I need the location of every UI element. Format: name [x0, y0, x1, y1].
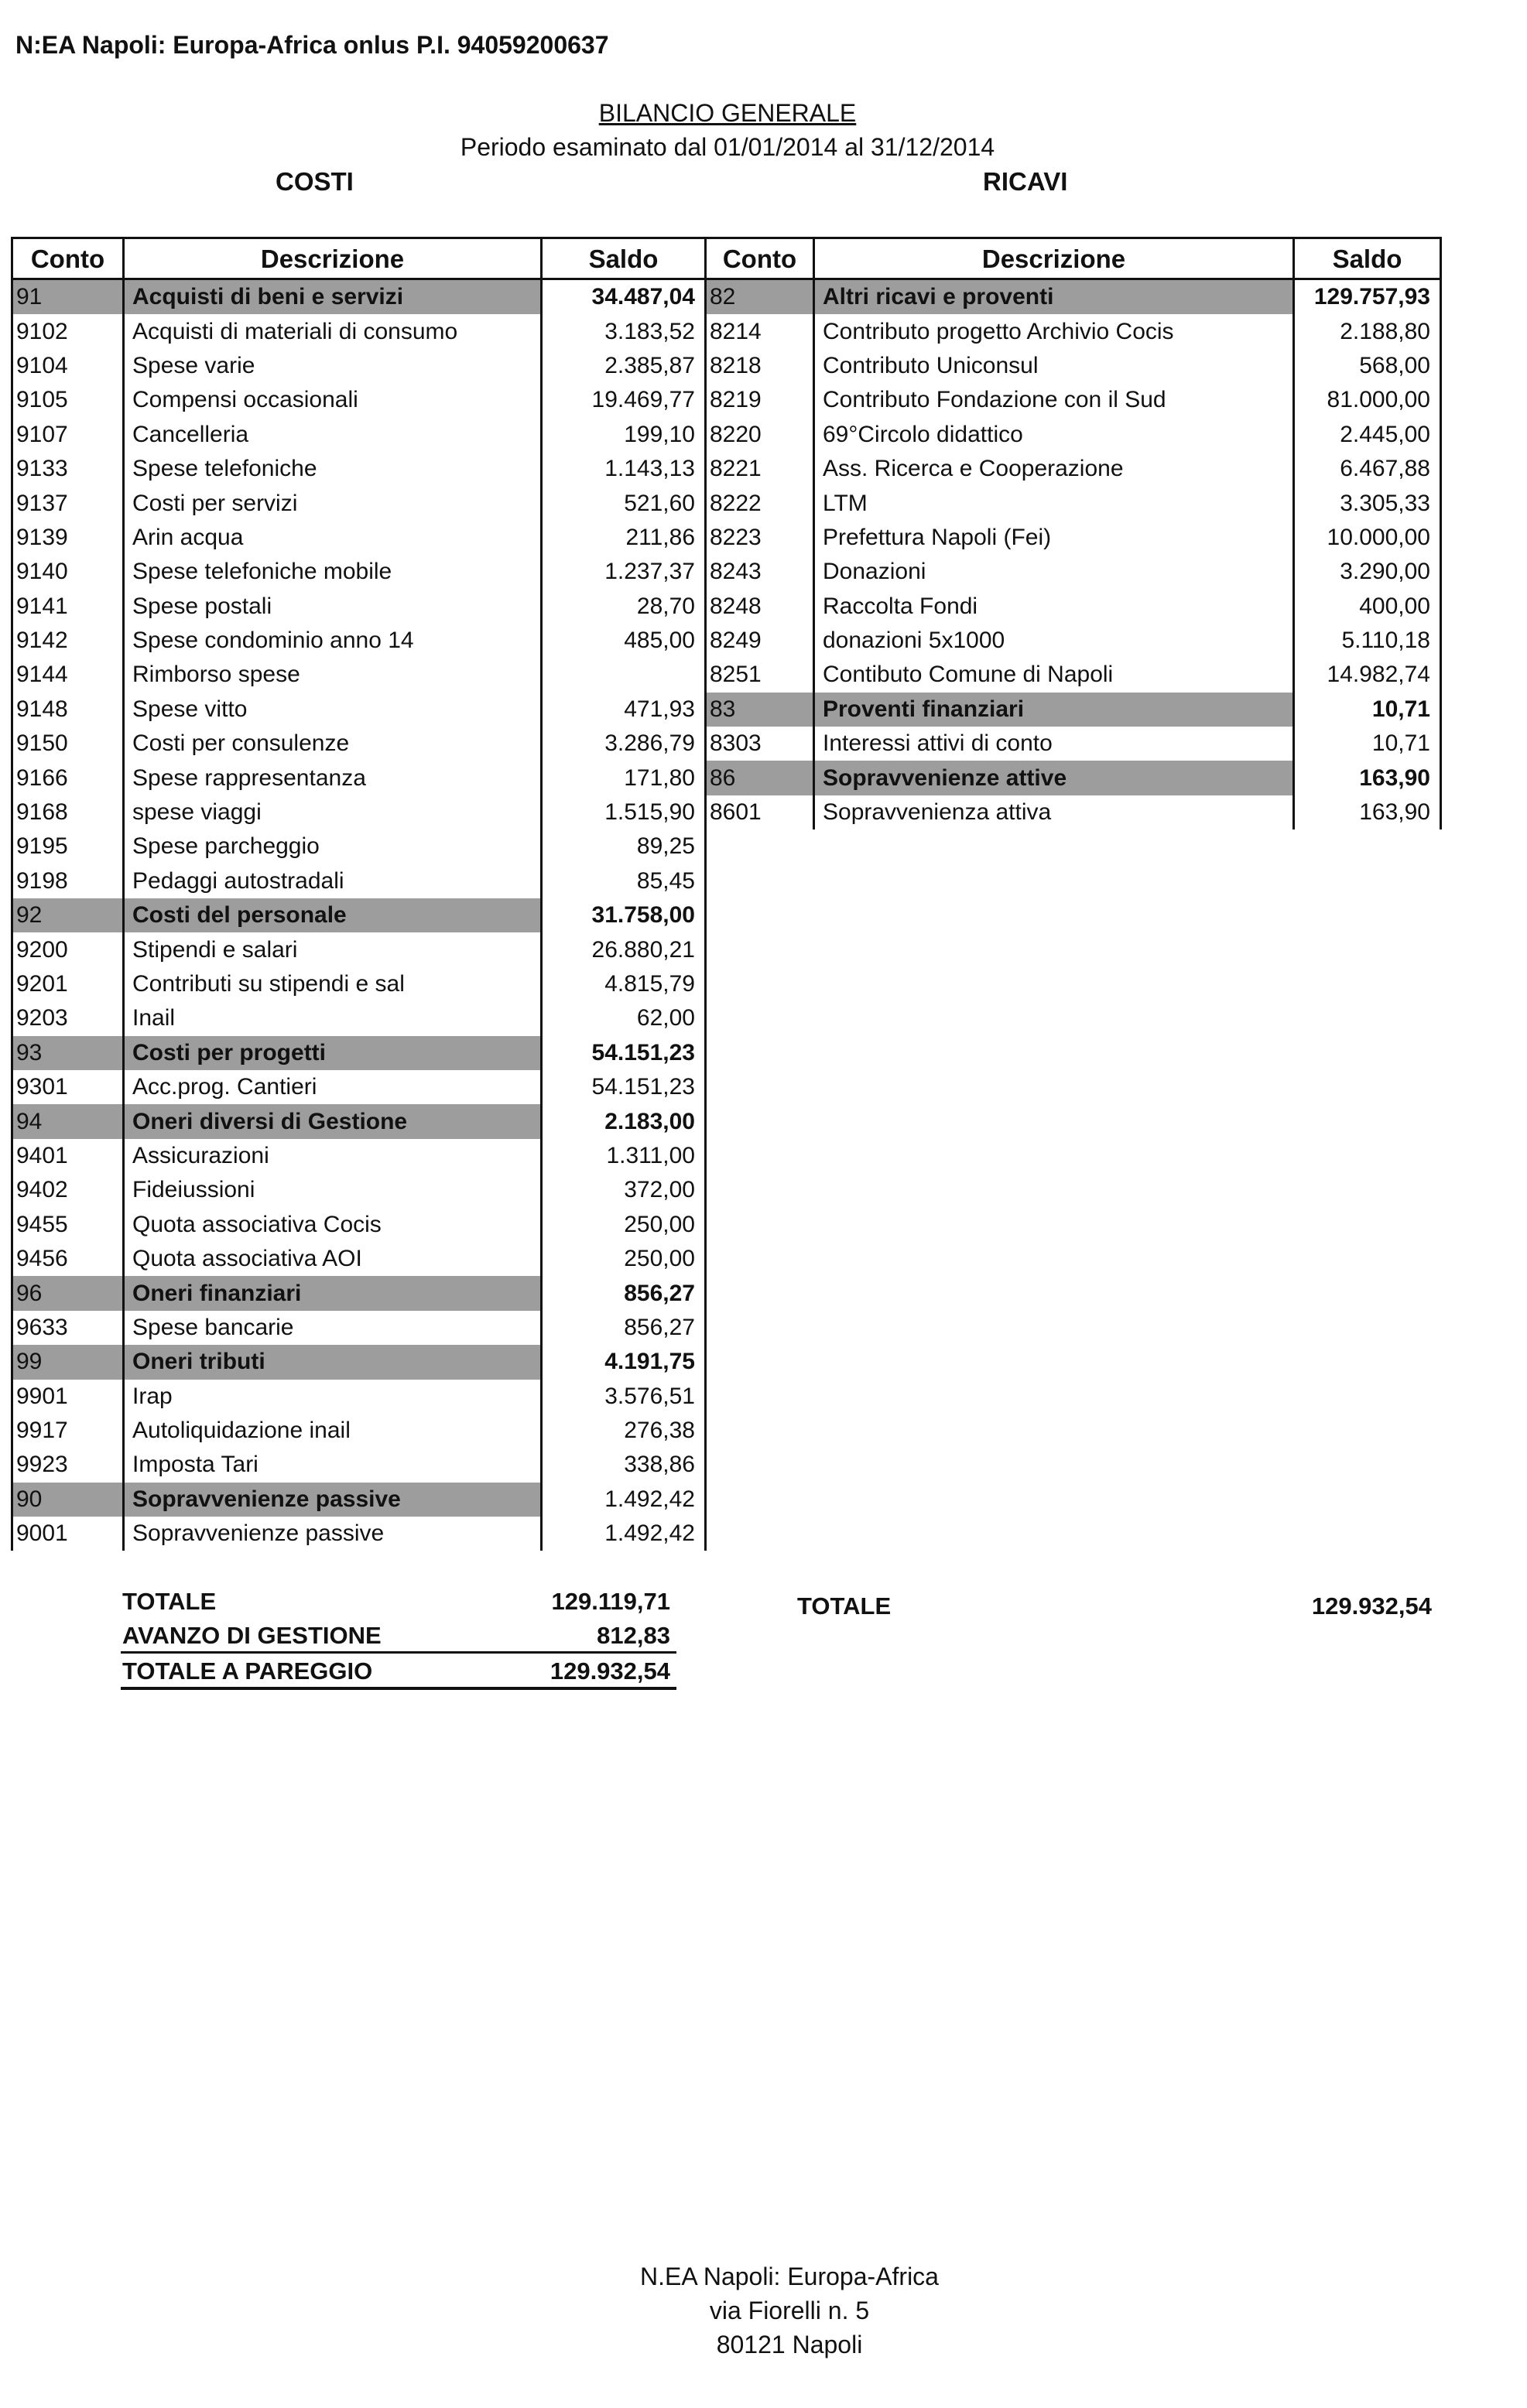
ricavi-desc	[814, 1104, 1294, 1138]
costi-code: 92	[12, 898, 124, 932]
ricavi-code	[706, 1483, 814, 1517]
costi-desc: Spese rappresentanza	[124, 761, 542, 795]
ricavi-saldo	[1294, 1414, 1441, 1448]
ricavi-desc	[814, 898, 1294, 932]
ricavi-code: 8219	[706, 383, 814, 417]
ricavi-code	[706, 1242, 814, 1276]
table-row	[12, 967, 1441, 1001]
costi-desc: Spese condominio anno 14	[124, 624, 542, 658]
table-row	[12, 829, 1441, 864]
table-row	[12, 727, 1441, 761]
costi-desc: Contributi su stipendi e sal	[124, 967, 542, 1001]
ricavi-desc	[814, 864, 1294, 898]
costi-saldo: 521,60	[542, 486, 706, 520]
costi-desc: Quota associativa AOI	[124, 1242, 542, 1276]
ricavi-desc	[814, 1208, 1294, 1242]
costi-saldo: 4.191,75	[542, 1345, 706, 1379]
table-row	[12, 1517, 1441, 1551]
costi-saldo: 26.880,21	[542, 932, 706, 966]
ricavi-saldo: 2.188,80	[1294, 314, 1441, 348]
costi-saldo: 3.183,52	[542, 314, 706, 348]
ricavi-desc: Prefettura Napoli (Fei)	[814, 521, 1294, 555]
ricavi-saldo: 10,71	[1294, 727, 1441, 761]
ricavi-desc	[814, 967, 1294, 1001]
ricavi-code: 8221	[706, 452, 814, 486]
costi-desc: Oneri tributi	[124, 1345, 542, 1379]
ricavi-desc	[814, 1345, 1294, 1379]
costi-desc: Acc.prog. Cantieri	[124, 1070, 542, 1104]
costi-saldo: 1.515,90	[542, 795, 706, 829]
costi-saldo: 485,00	[542, 624, 706, 658]
ricavi-desc	[814, 1173, 1294, 1207]
costi-code: 9166	[12, 761, 124, 795]
ricavi-code: 8248	[706, 590, 814, 624]
ricavi-desc: Contributo Uniconsul	[814, 349, 1294, 383]
totale-ricavi-value: 129.932,54	[1311, 1592, 1432, 1620]
ricavi-saldo: 3.290,00	[1294, 555, 1441, 589]
ricavi-saldo	[1294, 1483, 1441, 1517]
table-row	[12, 349, 1441, 383]
totale-costi-row	[122, 1588, 680, 1623]
costi-code: 9137	[12, 486, 124, 520]
table-row	[12, 279, 1441, 315]
ricavi-code: 8222	[706, 486, 814, 520]
costi-saldo: 199,10	[542, 418, 706, 452]
costi-desc: Spese vitto	[124, 693, 542, 727]
ricavi-desc	[814, 1001, 1294, 1035]
ricavi-desc: Contributo progetto Archivio Cocis	[814, 314, 1294, 348]
costi-saldo: 28,70	[542, 590, 706, 624]
ricavi-desc	[814, 829, 1294, 864]
ricavi-desc	[814, 1242, 1294, 1276]
costi-desc: Oneri finanziari	[124, 1276, 542, 1310]
ricavi-code: 8223	[706, 521, 814, 555]
ricavi-saldo	[1294, 967, 1441, 1001]
table-row	[12, 864, 1441, 898]
costi-code: 9402	[12, 1173, 124, 1207]
costi-saldo: 2.385,87	[542, 349, 706, 383]
costi-code: 9107	[12, 418, 124, 452]
costi-desc: Oneri diversi di Gestione	[124, 1104, 542, 1138]
ricavi-saldo: 3.305,33	[1294, 486, 1441, 520]
costi-code: 9001	[12, 1517, 124, 1551]
ricavi-code: 8249	[706, 624, 814, 658]
totale-ricavi-row	[797, 1592, 1440, 1620]
costi-code: 9150	[12, 727, 124, 761]
ricavi-saldo	[1294, 1242, 1441, 1276]
table-row	[12, 1380, 1441, 1414]
ricavi-saldo: 6.467,88	[1294, 452, 1441, 486]
footer-city: 80121 Napoli	[716, 2331, 863, 2358]
organization-header: N:EA Napoli: Europa-Africa onlus P.I. 94059200637	[15, 31, 609, 59]
footer-org: N.EA Napoli: Europa-Africa	[640, 2263, 939, 2290]
ricavi-saldo	[1294, 1380, 1441, 1414]
costi-code: 9198	[12, 864, 124, 898]
costi-desc: Spese parcheggio	[124, 829, 542, 864]
costi-section-label: COSTI	[276, 167, 354, 196]
costi-saldo: 3.286,79	[542, 727, 706, 761]
costi-code: 9195	[12, 829, 124, 864]
table-row	[12, 486, 1441, 520]
costi-desc: Spese bancarie	[124, 1311, 542, 1345]
period-subtitle: Periodo esaminato dal 01/01/2014 al 31/12/2014	[460, 133, 995, 161]
costi-desc: Acquisti di materiali di consumo	[124, 314, 542, 348]
costi-saldo: 276,38	[542, 1414, 706, 1448]
ricavi-section-label: RICAVI	[983, 167, 1068, 196]
table-row	[12, 795, 1441, 829]
pareggio-label: TOTALE A PAREGGIO	[122, 1657, 373, 1685]
avanzo-label: AVANZO DI GESTIONE	[122, 1622, 382, 1649]
ricavi-code	[706, 1139, 814, 1173]
costi-code: 9401	[12, 1139, 124, 1173]
ricavi-conto-header: Conto	[706, 238, 814, 279]
ricavi-code	[706, 864, 814, 898]
ricavi-saldo	[1294, 1345, 1441, 1379]
costi-code: 9105	[12, 383, 124, 417]
ricavi-desc	[814, 1276, 1294, 1310]
ricavi-descrizione-header: Descrizione	[814, 238, 1294, 279]
ricavi-desc: LTM	[814, 486, 1294, 520]
ricavi-code: 8220	[706, 418, 814, 452]
ricavi-code	[706, 1208, 814, 1242]
ricavi-desc: 69°Circolo didattico	[814, 418, 1294, 452]
ricavi-code	[706, 932, 814, 966]
costi-desc: Spese telefoniche	[124, 452, 542, 486]
table-row	[12, 658, 1441, 692]
pareggio-value: 129.932,54	[550, 1657, 670, 1685]
ricavi-desc: Sopravvenienze attive	[814, 761, 1294, 795]
ricavi-saldo	[1294, 1001, 1441, 1035]
costi-saldo: 1.311,00	[542, 1139, 706, 1173]
costi-saldo: 34.487,04	[542, 279, 706, 315]
ricavi-desc	[814, 1448, 1294, 1482]
ricavi-saldo: 10,71	[1294, 693, 1441, 727]
ricavi-saldo	[1294, 1104, 1441, 1138]
costi-desc: Costi per consulenze	[124, 727, 542, 761]
costi-desc: Pedaggi autostradali	[124, 864, 542, 898]
ricavi-desc	[814, 1036, 1294, 1070]
ricavi-saldo	[1294, 1517, 1441, 1551]
ricavi-desc: Altri ricavi e proventi	[814, 279, 1294, 315]
ricavi-code	[706, 1311, 814, 1345]
costi-desc: Costi per progetti	[124, 1036, 542, 1070]
costi-code: 9633	[12, 1311, 124, 1345]
costi-code: 9140	[12, 555, 124, 589]
ricavi-saldo	[1294, 1208, 1441, 1242]
costi-saldo: 31.758,00	[542, 898, 706, 932]
ricavi-desc	[814, 1517, 1294, 1551]
table-row	[12, 693, 1441, 727]
table-row	[12, 1036, 1441, 1070]
table-header-row	[12, 238, 1441, 279]
costi-saldo: 250,00	[542, 1208, 706, 1242]
ricavi-code	[706, 1070, 814, 1104]
costi-desc: Costi del personale	[124, 898, 542, 932]
ricavi-code: 86	[706, 761, 814, 795]
table-row	[12, 452, 1441, 486]
costi-code: 9301	[12, 1070, 124, 1104]
costi-code: 9148	[12, 693, 124, 727]
table-row	[12, 1173, 1441, 1207]
costi-saldo: 1.492,42	[542, 1483, 706, 1517]
ricavi-saldo	[1294, 864, 1441, 898]
table-row	[12, 932, 1441, 966]
ricavi-saldo: 568,00	[1294, 349, 1441, 383]
ricavi-code: 8243	[706, 555, 814, 589]
ricavi-desc	[814, 1414, 1294, 1448]
totale-ricavi-label: TOTALE	[797, 1592, 892, 1620]
ricavi-code: 8601	[706, 795, 814, 829]
costi-saldo: 1.237,37	[542, 555, 706, 589]
ricavi-code: 82	[706, 279, 814, 315]
footer-address	[0, 2259, 1527, 2362]
costi-saldo: 338,86	[542, 1448, 706, 1482]
pareggio-bottom-rule	[121, 1687, 676, 1690]
costi-code: 9139	[12, 521, 124, 555]
costi-code: 9917	[12, 1414, 124, 1448]
table-row	[12, 1070, 1441, 1104]
table-row	[12, 1104, 1441, 1138]
ricavi-saldo: 163,90	[1294, 795, 1441, 829]
costi-code: 9168	[12, 795, 124, 829]
ricavi-code: 8214	[706, 314, 814, 348]
costi-desc: Assicurazioni	[124, 1139, 542, 1173]
ricavi-saldo: 2.445,00	[1294, 418, 1441, 452]
costi-code: 93	[12, 1036, 124, 1070]
table-row	[12, 521, 1441, 555]
costi-conto-header: Conto	[12, 238, 124, 279]
document-title: BILANCIO GENERALE	[598, 99, 857, 127]
costi-code: 9144	[12, 658, 124, 692]
costi-desc: Irap	[124, 1380, 542, 1414]
costi-saldo: 171,80	[542, 761, 706, 795]
costi-code: 96	[12, 1276, 124, 1310]
ricavi-saldo	[1294, 1036, 1441, 1070]
table-row	[12, 418, 1441, 452]
ricavi-saldo	[1294, 1070, 1441, 1104]
ricavi-code: 8251	[706, 658, 814, 692]
table-row	[12, 1276, 1441, 1310]
costi-desc: Acquisti di beni e servizi	[124, 279, 542, 315]
ricavi-saldo	[1294, 1139, 1441, 1173]
ricavi-code	[706, 1380, 814, 1414]
table-row	[12, 624, 1441, 658]
costi-saldo: 62,00	[542, 1001, 706, 1035]
costi-saldo: 89,25	[542, 829, 706, 864]
costi-desc: Compensi occasionali	[124, 383, 542, 417]
table-row	[12, 1483, 1441, 1517]
ricavi-code	[706, 1104, 814, 1138]
ricavi-code	[706, 1414, 814, 1448]
costi-saldo: 211,86	[542, 521, 706, 555]
table-row	[12, 314, 1441, 348]
ricavi-saldo-header: Saldo	[1294, 238, 1441, 279]
table-row	[12, 1208, 1441, 1242]
costi-saldo: 4.815,79	[542, 967, 706, 1001]
ricavi-desc: Sopravvenienza attiva	[814, 795, 1294, 829]
costi-desc: Spese postali	[124, 590, 542, 624]
costi-code: 9104	[12, 349, 124, 383]
ricavi-code	[706, 967, 814, 1001]
costi-saldo: 250,00	[542, 1242, 706, 1276]
costi-desc: Cancelleria	[124, 418, 542, 452]
costi-code: 9142	[12, 624, 124, 658]
table-row	[12, 898, 1441, 932]
costi-desc: Imposta Tari	[124, 1448, 542, 1482]
ricavi-saldo: 400,00	[1294, 590, 1441, 624]
pareggio-top-rule	[121, 1651, 676, 1654]
costi-saldo: 856,27	[542, 1311, 706, 1345]
costi-saldo: 54.151,23	[542, 1036, 706, 1070]
costi-desc: spese viaggi	[124, 795, 542, 829]
costi-code: 91	[12, 279, 124, 315]
ricavi-saldo	[1294, 898, 1441, 932]
ricavi-desc	[814, 1311, 1294, 1345]
costi-code: 94	[12, 1104, 124, 1138]
costi-code: 9141	[12, 590, 124, 624]
costi-code: 9133	[12, 452, 124, 486]
table-row	[12, 1139, 1441, 1173]
ricavi-code	[706, 1517, 814, 1551]
costi-code: 9200	[12, 932, 124, 966]
ricavi-code: 83	[706, 693, 814, 727]
costi-saldo: 19.469,77	[542, 383, 706, 417]
ricavi-code: 8303	[706, 727, 814, 761]
costi-desc: Spese telefoniche mobile	[124, 555, 542, 589]
ricavi-saldo: 163,90	[1294, 761, 1441, 795]
costi-saldo: 85,45	[542, 864, 706, 898]
costi-saldo-header: Saldo	[542, 238, 706, 279]
costi-code: 9102	[12, 314, 124, 348]
costi-saldo: 54.151,23	[542, 1070, 706, 1104]
ricavi-desc	[814, 1380, 1294, 1414]
table-row	[12, 1414, 1441, 1448]
ricavi-code	[706, 1001, 814, 1035]
table-row	[12, 1242, 1441, 1276]
ricavi-saldo: 81.000,00	[1294, 383, 1441, 417]
ricavi-saldo: 5.110,18	[1294, 624, 1441, 658]
ricavi-code	[706, 829, 814, 864]
ricavi-desc	[814, 1139, 1294, 1173]
costi-code: 9901	[12, 1380, 124, 1414]
costi-code: 9203	[12, 1001, 124, 1035]
costi-code: 9455	[12, 1208, 124, 1242]
costi-saldo: 1.492,42	[542, 1517, 706, 1551]
ricavi-saldo	[1294, 1311, 1441, 1345]
balance-sheet-table	[11, 237, 1442, 1551]
ricavi-desc	[814, 1070, 1294, 1104]
costi-saldo: 1.143,13	[542, 452, 706, 486]
costi-desc: Inail	[124, 1001, 542, 1035]
ricavi-desc: Donazioni	[814, 555, 1294, 589]
ricavi-saldo	[1294, 932, 1441, 966]
costi-saldo: 372,00	[542, 1173, 706, 1207]
table-row	[12, 555, 1441, 589]
ricavi-code	[706, 1345, 814, 1379]
table-row	[12, 1001, 1441, 1035]
costi-saldo: 2.183,00	[542, 1104, 706, 1138]
costi-desc: Rimborso spese	[124, 658, 542, 692]
costi-saldo: 3.576,51	[542, 1380, 706, 1414]
costi-code: 9456	[12, 1242, 124, 1276]
ricavi-desc: donazioni 5x1000	[814, 624, 1294, 658]
ricavi-saldo	[1294, 1173, 1441, 1207]
ricavi-saldo: 129.757,93	[1294, 279, 1441, 315]
table-row	[12, 761, 1441, 795]
table-row	[12, 383, 1441, 417]
ricavi-desc: Ass. Ricerca e Cooperazione	[814, 452, 1294, 486]
costi-code: 9201	[12, 967, 124, 1001]
costi-saldo: 856,27	[542, 1276, 706, 1310]
ricavi-code	[706, 1173, 814, 1207]
footer-street: via Fiorelli n. 5	[709, 2297, 870, 2324]
costi-code: 90	[12, 1483, 124, 1517]
ricavi-desc: Interessi attivi di conto	[814, 727, 1294, 761]
ricavi-code	[706, 1276, 814, 1310]
costi-desc: Costi per servizi	[124, 486, 542, 520]
ricavi-saldo	[1294, 1448, 1441, 1482]
ricavi-code	[706, 1036, 814, 1070]
ricavi-desc: Contributo Fondazione con il Sud	[814, 383, 1294, 417]
ricavi-desc: Proventi finanziari	[814, 693, 1294, 727]
costi-desc: Fideiussioni	[124, 1173, 542, 1207]
costi-saldo	[542, 658, 706, 692]
ricavi-code	[706, 898, 814, 932]
ricavi-code	[706, 1448, 814, 1482]
ledger-body	[12, 279, 1441, 1551]
totale-costi-value: 129.119,71	[551, 1588, 670, 1615]
ricavi-desc	[814, 932, 1294, 966]
costi-code: 99	[12, 1345, 124, 1379]
ricavi-desc: Raccolta Fondi	[814, 590, 1294, 624]
ricavi-saldo	[1294, 829, 1441, 864]
totale-costi-label: TOTALE	[122, 1588, 217, 1615]
costi-descrizione-header: Descrizione	[124, 238, 542, 279]
ricavi-code: 8218	[706, 349, 814, 383]
ricavi-saldo	[1294, 1276, 1441, 1310]
costi-desc: Quota associativa Cocis	[124, 1208, 542, 1242]
costi-desc: Sopravvenienze passive	[124, 1483, 542, 1517]
table-row	[12, 590, 1441, 624]
costi-saldo: 471,93	[542, 693, 706, 727]
ricavi-desc: Contibuto Comune di Napoli	[814, 658, 1294, 692]
costi-desc: Spese varie	[124, 349, 542, 383]
avanzo-value: 812,83	[597, 1622, 670, 1649]
ricavi-desc	[814, 1483, 1294, 1517]
table-row	[12, 1448, 1441, 1482]
table-row	[12, 1311, 1441, 1345]
costi-code: 9923	[12, 1448, 124, 1482]
costi-desc: Sopravvenienze passive	[124, 1517, 542, 1551]
costi-desc: Autoliquidazione inail	[124, 1414, 542, 1448]
costi-desc: Arin acqua	[124, 521, 542, 555]
costi-desc: Stipendi e salari	[124, 932, 542, 966]
table-row	[12, 1345, 1441, 1379]
ricavi-saldo: 14.982,74	[1294, 658, 1441, 692]
ricavi-saldo: 10.000,00	[1294, 521, 1441, 555]
